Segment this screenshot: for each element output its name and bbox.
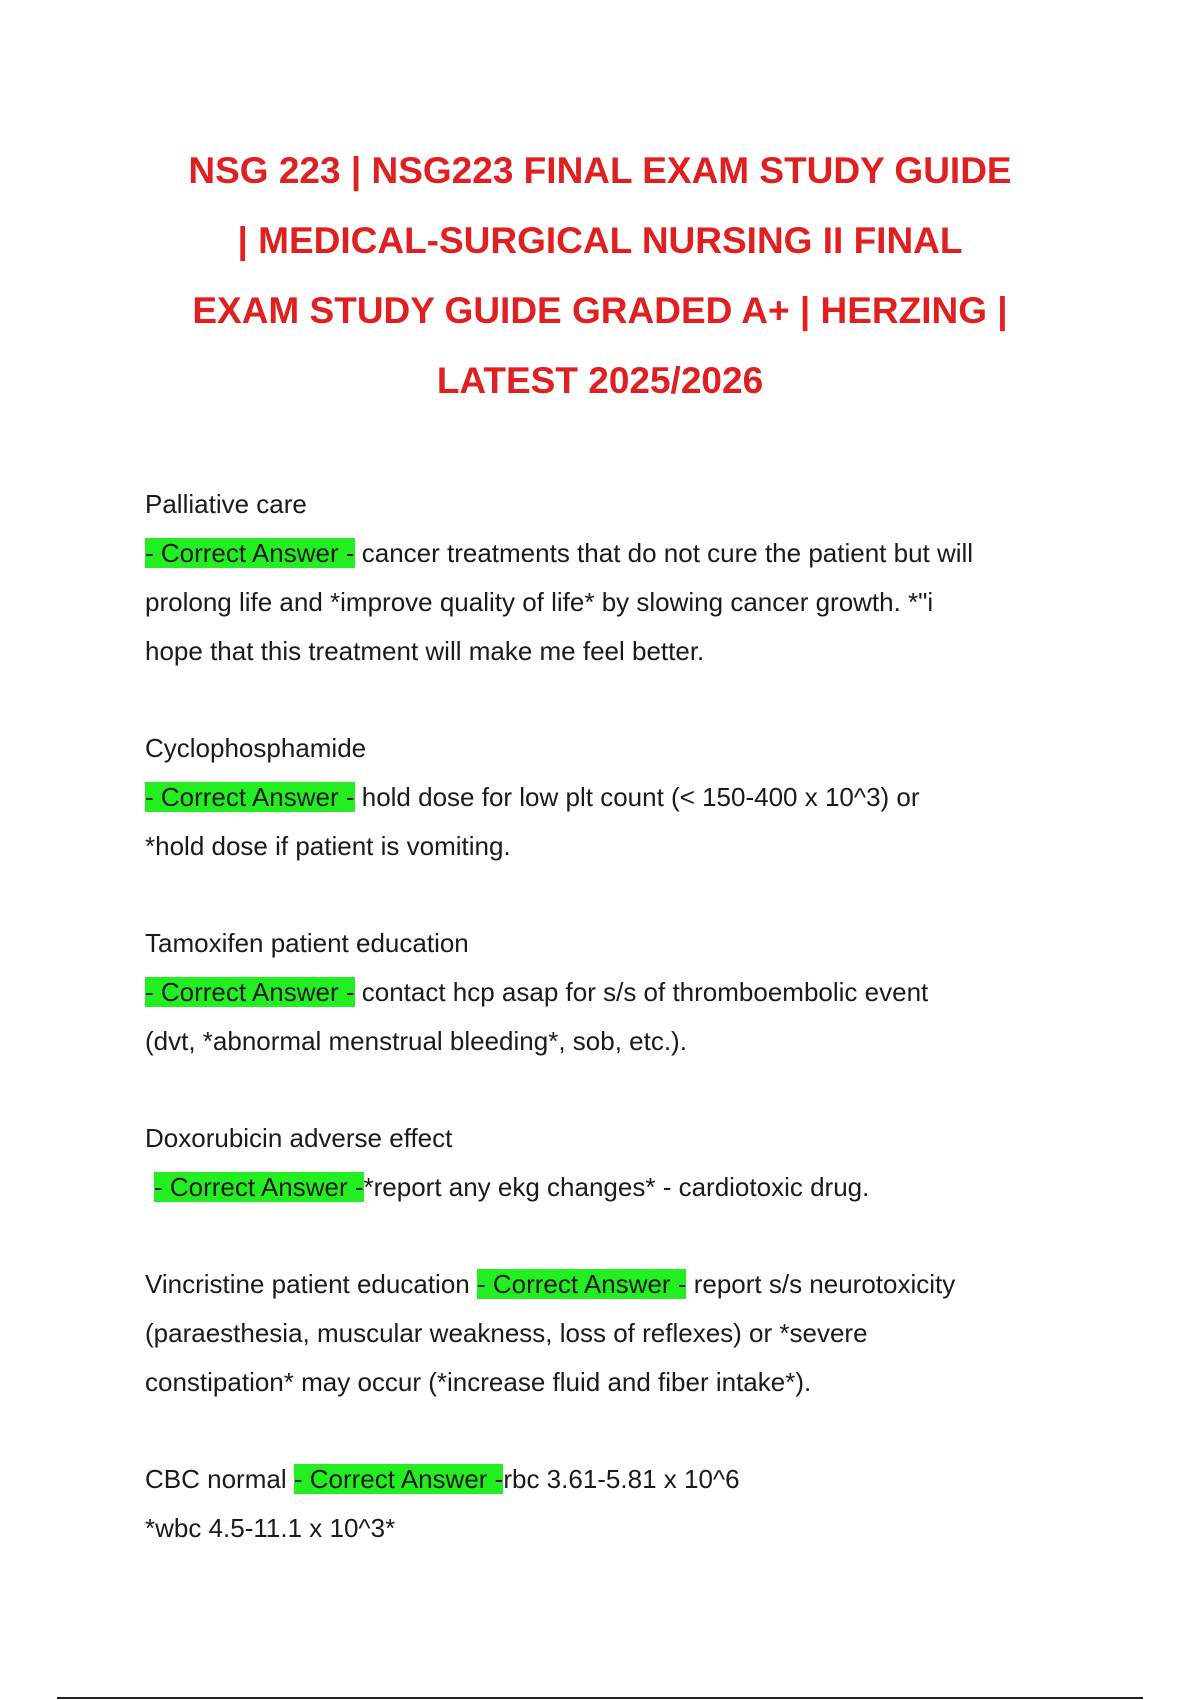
answer-line: report s/s neurotoxicity xyxy=(693,1269,956,1299)
correct-answer-highlight: - Correct Answer - xyxy=(154,1172,364,1202)
answer-line: *wbc 4.5-11.1 x 10^3* xyxy=(145,1513,396,1543)
answer-line: rbc 3.61-5.81 x 10^6 xyxy=(503,1464,740,1494)
correct-answer-highlight: - Correct Answer - xyxy=(145,538,355,568)
question-text: Doxorubicin adverse effect xyxy=(145,1123,453,1153)
qa-item-vincristine xyxy=(145,1260,1065,1407)
question-text: CBC normal xyxy=(145,1464,287,1494)
answer-text xyxy=(145,968,1065,1017)
answer-line: (paraesthesia, muscular weakness, loss of reflexes) or *severe xyxy=(145,1318,868,1348)
qa-item-doxorubicin xyxy=(145,1114,1065,1212)
answer-text xyxy=(145,773,1065,822)
qa-list xyxy=(145,480,1065,1601)
question-text: Tamoxifen patient education xyxy=(145,928,469,958)
correct-answer-highlight: - Correct Answer - xyxy=(145,782,355,812)
answer-line: (dvt, *abnormal menstrual bleeding*, sob, etc.). xyxy=(145,1026,687,1056)
answer-line: *hold dose if patient is vomiting. xyxy=(145,831,511,861)
question-text: Palliative care xyxy=(145,489,307,519)
question-text: Cyclophosphamide xyxy=(145,733,367,763)
footer-divider xyxy=(57,1697,1143,1699)
answer-line: *report any ekg changes* - cardiotoxic drug. xyxy=(363,1172,870,1202)
answer-text xyxy=(145,1163,1065,1212)
answer-line: hold dose for low plt count (< 150-400 x 10^3) or xyxy=(361,782,920,812)
answer-line: constipation* may occur (*increase fluid and fiber intake*). xyxy=(145,1367,812,1397)
answer-line: cancer treatments that do not cure the patient but will xyxy=(361,538,974,568)
document-title xyxy=(140,136,1060,416)
answer-line: contact hcp asap for s/s of thromboembolic event xyxy=(361,977,929,1007)
correct-answer-highlight: - Correct Answer - xyxy=(293,1464,504,1494)
correct-answer-highlight: - Correct Answer - xyxy=(476,1269,687,1299)
title-line: | MEDICAL-SURGICAL NURSING II FINAL xyxy=(237,220,963,261)
correct-answer-highlight: - Correct Answer - xyxy=(145,977,355,1007)
answer-line: hope that this treatment will make me feel better. xyxy=(145,636,705,666)
answer-text xyxy=(145,1260,1065,1309)
answer-text xyxy=(145,1455,1065,1504)
qa-item-cyclophosphamide xyxy=(145,724,1065,871)
qa-item-cbc-normal xyxy=(145,1455,1065,1553)
title-line: EXAM STUDY GUIDE GRADED A+ | HERZING | xyxy=(192,290,1008,331)
answer-text xyxy=(145,529,1065,578)
title-line: LATEST 2025/2026 xyxy=(436,360,764,401)
title-line: NSG 223 | NSG223 FINAL EXAM STUDY GUIDE xyxy=(188,150,1012,191)
qa-item-palliative-care xyxy=(145,480,1065,676)
question-text: Vincristine patient education xyxy=(145,1269,470,1299)
answer-line: prolong life and *improve quality of life* by slowing cancer growth. *"i xyxy=(145,587,934,617)
qa-item-tamoxifen xyxy=(145,919,1065,1066)
